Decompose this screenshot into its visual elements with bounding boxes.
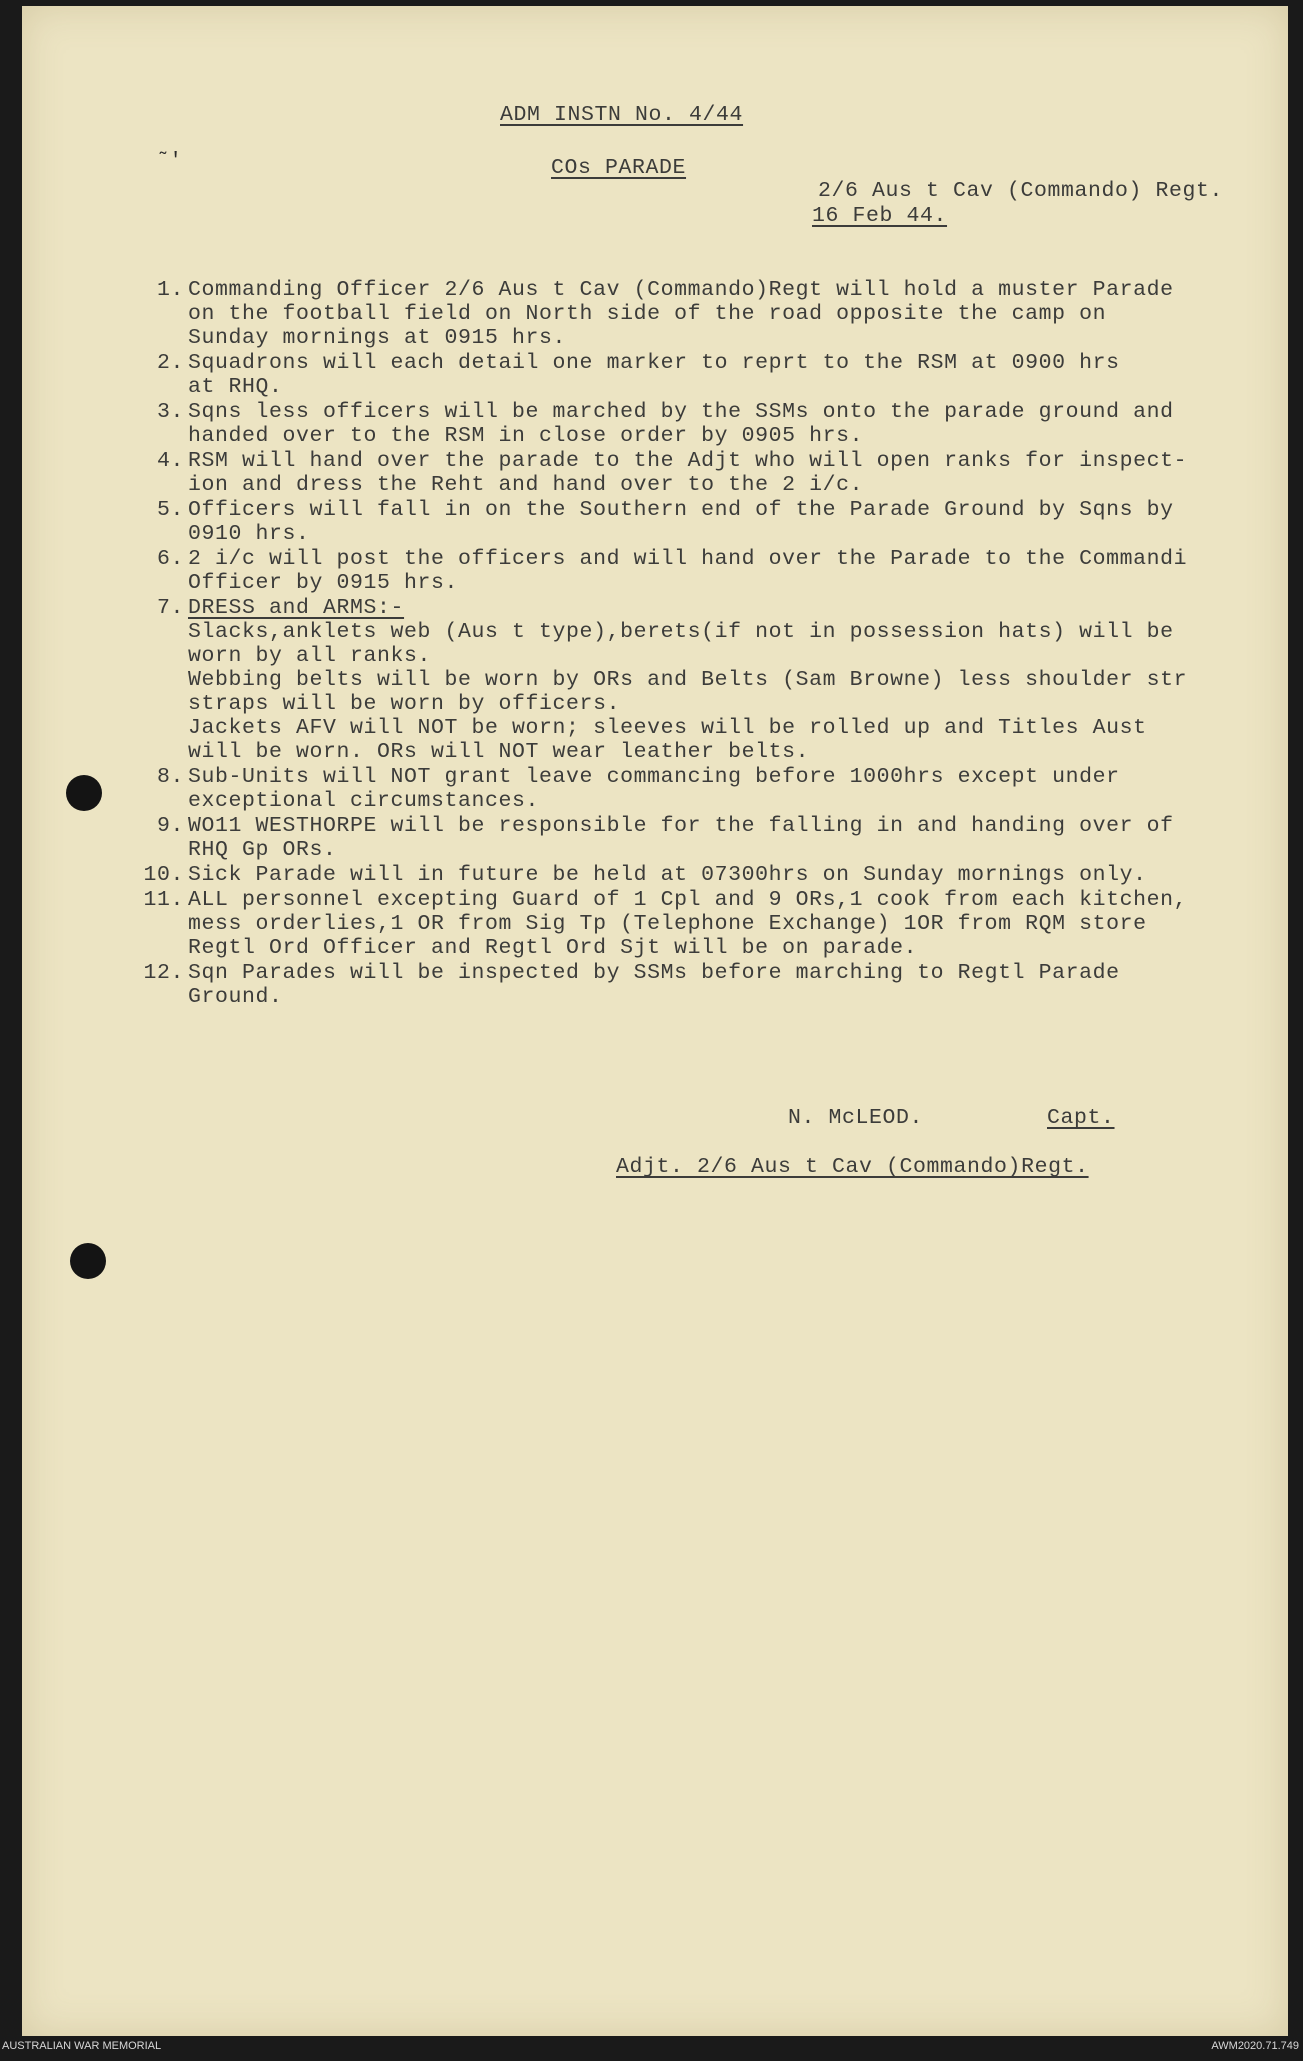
item-line: Officers will fall in on the Southern end of the Parade Ground by Sqns by <box>188 498 1174 522</box>
item-line: mess orderlies,1 OR from Sig Tp (Telephone Exchange) 1OR from RQM store <box>188 912 1147 936</box>
item-line: ion and dress the Reht and hand over to the 2 i/c. <box>188 473 864 497</box>
list-item <box>122 596 1292 764</box>
item-text <box>188 814 1292 862</box>
item-number: 7. <box>156 596 184 620</box>
item-line: Jackets AFV will NOT be worn; sleeves will be rolled up and Titles Aust <box>188 716 1147 740</box>
document-page <box>22 6 1288 2036</box>
item-text <box>188 961 1292 1009</box>
item-number: 8. <box>156 765 184 789</box>
list-item <box>122 278 1292 350</box>
punch-hole-bottom <box>70 1243 106 1279</box>
list-item <box>122 547 1292 595</box>
item-number: 12. <box>143 961 184 985</box>
list-item <box>122 449 1292 497</box>
unit-heading: 2/6 Aus t Cav (Commando) Regt. <box>818 179 1224 203</box>
archive-footer-right: AWM2020.71.749 <box>1211 2040 1299 2052</box>
list-item <box>122 814 1292 862</box>
item-text <box>188 863 1292 887</box>
list-item <box>122 888 1292 960</box>
item-text <box>188 596 1292 764</box>
archive-footer-left: AUSTRALIAN WAR MEMORIAL <box>2 2040 162 2052</box>
list-item <box>122 400 1292 448</box>
punch-hole-top <box>66 775 102 811</box>
item-line: Commanding Officer 2/6 Aus t Cav (Commando)Regt will hold a muster Parade <box>188 278 1174 302</box>
list-item <box>122 351 1292 399</box>
ink-mark: ˜' <box>157 150 183 173</box>
item-line: Sqn Parades will be inspected by SSMs before marching to Regtl Parade <box>188 961 1120 985</box>
signature-role: Adjt. 2/6 Aus t Cav (Commando)Regt. <box>616 1155 1089 1179</box>
list-item <box>122 765 1292 813</box>
item-line: RHQ Gp ORs. <box>188 838 337 862</box>
item-line: at RHQ. <box>188 375 283 399</box>
item-number: 6. <box>156 547 184 571</box>
item-line: Sick Parade will in future be held at 07300hrs on Sunday mornings only. <box>188 863 1147 887</box>
item-line: Regtl Ord Officer and Regtl Ord Sjt will be on parade. <box>188 936 918 960</box>
item-line: handed over to the RSM in close order by 0905 hrs. <box>188 424 864 448</box>
item-text <box>188 351 1292 399</box>
item-line: on the football field on North side of the road opposite the camp on <box>188 302 1107 326</box>
item-number: 2. <box>156 351 184 375</box>
item-text <box>188 547 1292 595</box>
signature-rank: Capt. <box>1047 1106 1115 1130</box>
list-item <box>122 961 1292 1009</box>
item-text <box>188 400 1292 448</box>
item-line: worn by all ranks. <box>188 644 432 668</box>
item-number: 5. <box>156 498 184 522</box>
item-text <box>188 888 1292 960</box>
item-line: Sub-Units will NOT grant leave commancing before 1000hrs except under <box>188 765 1120 789</box>
item-line: Slacks,anklets web (Aus t type),berets(if not in possession hats) will be <box>188 620 1174 644</box>
item-line: 0910 hrs. <box>188 522 310 546</box>
item-line: Sunday mornings at 0915 hrs. <box>188 326 567 350</box>
item-line: 2 i/c will post the officers and will hand over the Parade to the Commandi <box>188 547 1188 571</box>
item-number: 3. <box>156 400 184 424</box>
document-title: COs PARADE <box>551 156 687 180</box>
item-line: ALL personnel excepting Guard of 1 Cpl and 9 ORs,1 cook from each kitchen, <box>188 888 1188 912</box>
item-line: Sqns less officers will be marched by the SSMs onto the parade ground and <box>188 400 1174 424</box>
item-line: exceptional circumstances. <box>188 789 540 813</box>
item-line: DRESS and ARMS:- <box>188 596 405 620</box>
item-text <box>188 278 1292 350</box>
instruction-list <box>122 278 1292 1010</box>
item-number: 11. <box>143 888 184 912</box>
signature-name: N. McLEOD. <box>788 1106 924 1130</box>
item-text <box>188 449 1292 497</box>
list-item <box>122 863 1292 887</box>
item-line: will be worn. ORs will NOT wear leather belts. <box>188 740 810 764</box>
item-line: WO11 WESTHORPE will be responsible for the falling in and handing over of <box>188 814 1174 838</box>
item-text <box>188 765 1292 813</box>
item-line: Webbing belts will be worn by ORs and Belts (Sam Browne) less shoulder str <box>188 668 1188 692</box>
document-date: 16 Feb 44. <box>812 204 948 228</box>
item-number: 10. <box>143 863 184 887</box>
list-item <box>122 498 1292 546</box>
reference-title: ADM INSTN No. 4/44 <box>500 103 744 127</box>
item-number: 1. <box>156 278 184 302</box>
item-number: 9. <box>156 814 184 838</box>
item-line: RSM will hand over the parade to the Adjt who will open ranks for inspect- <box>188 449 1188 473</box>
item-line: Squadrons will each detail one marker to reprt to the RSM at 0900 hrs <box>188 351 1120 375</box>
item-line: Ground. <box>188 985 283 1009</box>
item-text <box>188 498 1292 546</box>
item-line: Officer by 0915 hrs. <box>188 571 459 595</box>
item-number: 4. <box>156 449 184 473</box>
item-line: straps will be worn by officers. <box>188 692 621 716</box>
